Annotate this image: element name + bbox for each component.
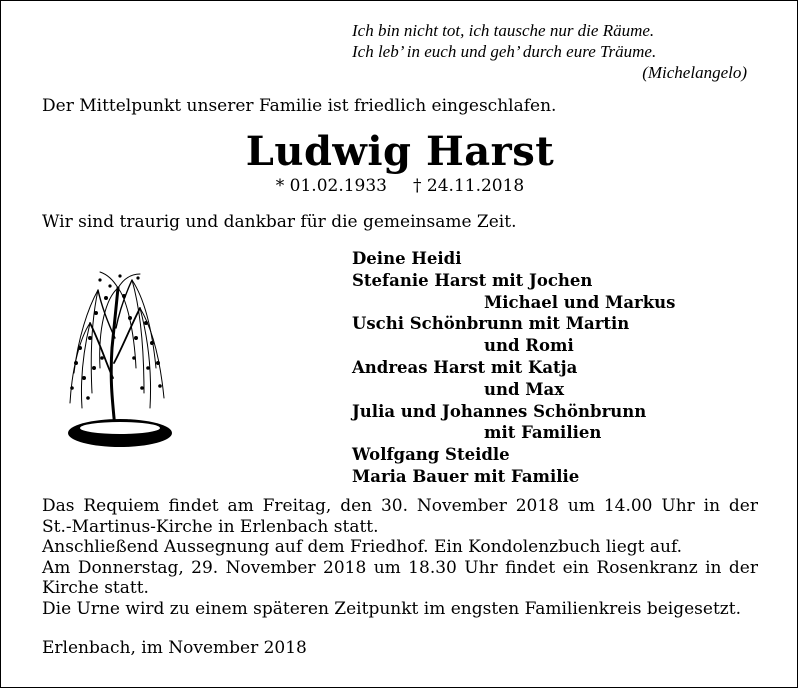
mourner-line: Julia und Johannes Schönbrunn — [352, 401, 647, 421]
death-date: † 24.11.2018 — [413, 176, 525, 196]
mourner-line: und Max — [484, 379, 565, 399]
mourner-line: mit Familien — [484, 423, 602, 443]
mourner-line: Deine Heidi — [352, 249, 462, 268]
quote-line-1: Ich bin nicht tot, ich tausche nur die Räume. — [352, 21, 655, 40]
mourners-list — [352, 248, 675, 488]
requiem-line-1: Das Requiem findet am Freitag, den 30. November 2018 um 14.00 Uhr in der — [42, 496, 758, 516]
urn-text: Die Urne wird zu einem späteren Zeitpunkt im engsten Familienkreis beigesetzt. — [42, 598, 741, 619]
thanks-text: Wir sind traurig und dankbar für die gemeinsame Zeit. — [42, 212, 517, 232]
place-date: Erlenbach, im November 2018 — [42, 638, 307, 658]
deceased-name: Ludwig Harst — [245, 128, 555, 175]
quote-block — [352, 20, 747, 83]
mourner-line: Uschi Schönbrunn mit Martin — [352, 314, 630, 334]
quote-author: (Michelangelo) — [642, 63, 747, 82]
mourner-line: Maria Bauer mit Familie — [352, 466, 580, 486]
requiem-line-2: St.-Martinus-Kirche in Erlenbach statt. — [42, 516, 379, 537]
weeping-willow-icon — [60, 268, 178, 458]
mourner-line: Michael und Markus — [484, 292, 676, 312]
life-dates — [0, 176, 800, 196]
quote-line-2: Ich leb’ in euch und geh’ durch eure Träume. — [352, 42, 657, 61]
announcement-text — [42, 496, 758, 619]
mourner-line: Wolfgang Steidle — [352, 445, 510, 465]
intro-text: Der Mittelpunkt unserer Familie ist friedlich eingeschlafen. — [42, 96, 557, 116]
mourner-line: und Romi — [484, 336, 574, 356]
mourner-line: Stefanie Harst mit Jochen — [352, 270, 593, 290]
mourner-line: Andreas Harst mit Katja — [352, 357, 578, 377]
rosary-line-1: Am Donnerstag, 29. November 2018 um 18.30 Uhr findet ein Rosenkranz in der — [42, 557, 758, 578]
blessing-text: Anschließend Aussegnung auf dem Friedhof. Ein Kondolenzbuch liegt auf. — [42, 537, 683, 557]
birth-date: * 01.02.1933 — [275, 176, 387, 196]
rosary-line-2: Kirche statt. — [42, 578, 149, 598]
